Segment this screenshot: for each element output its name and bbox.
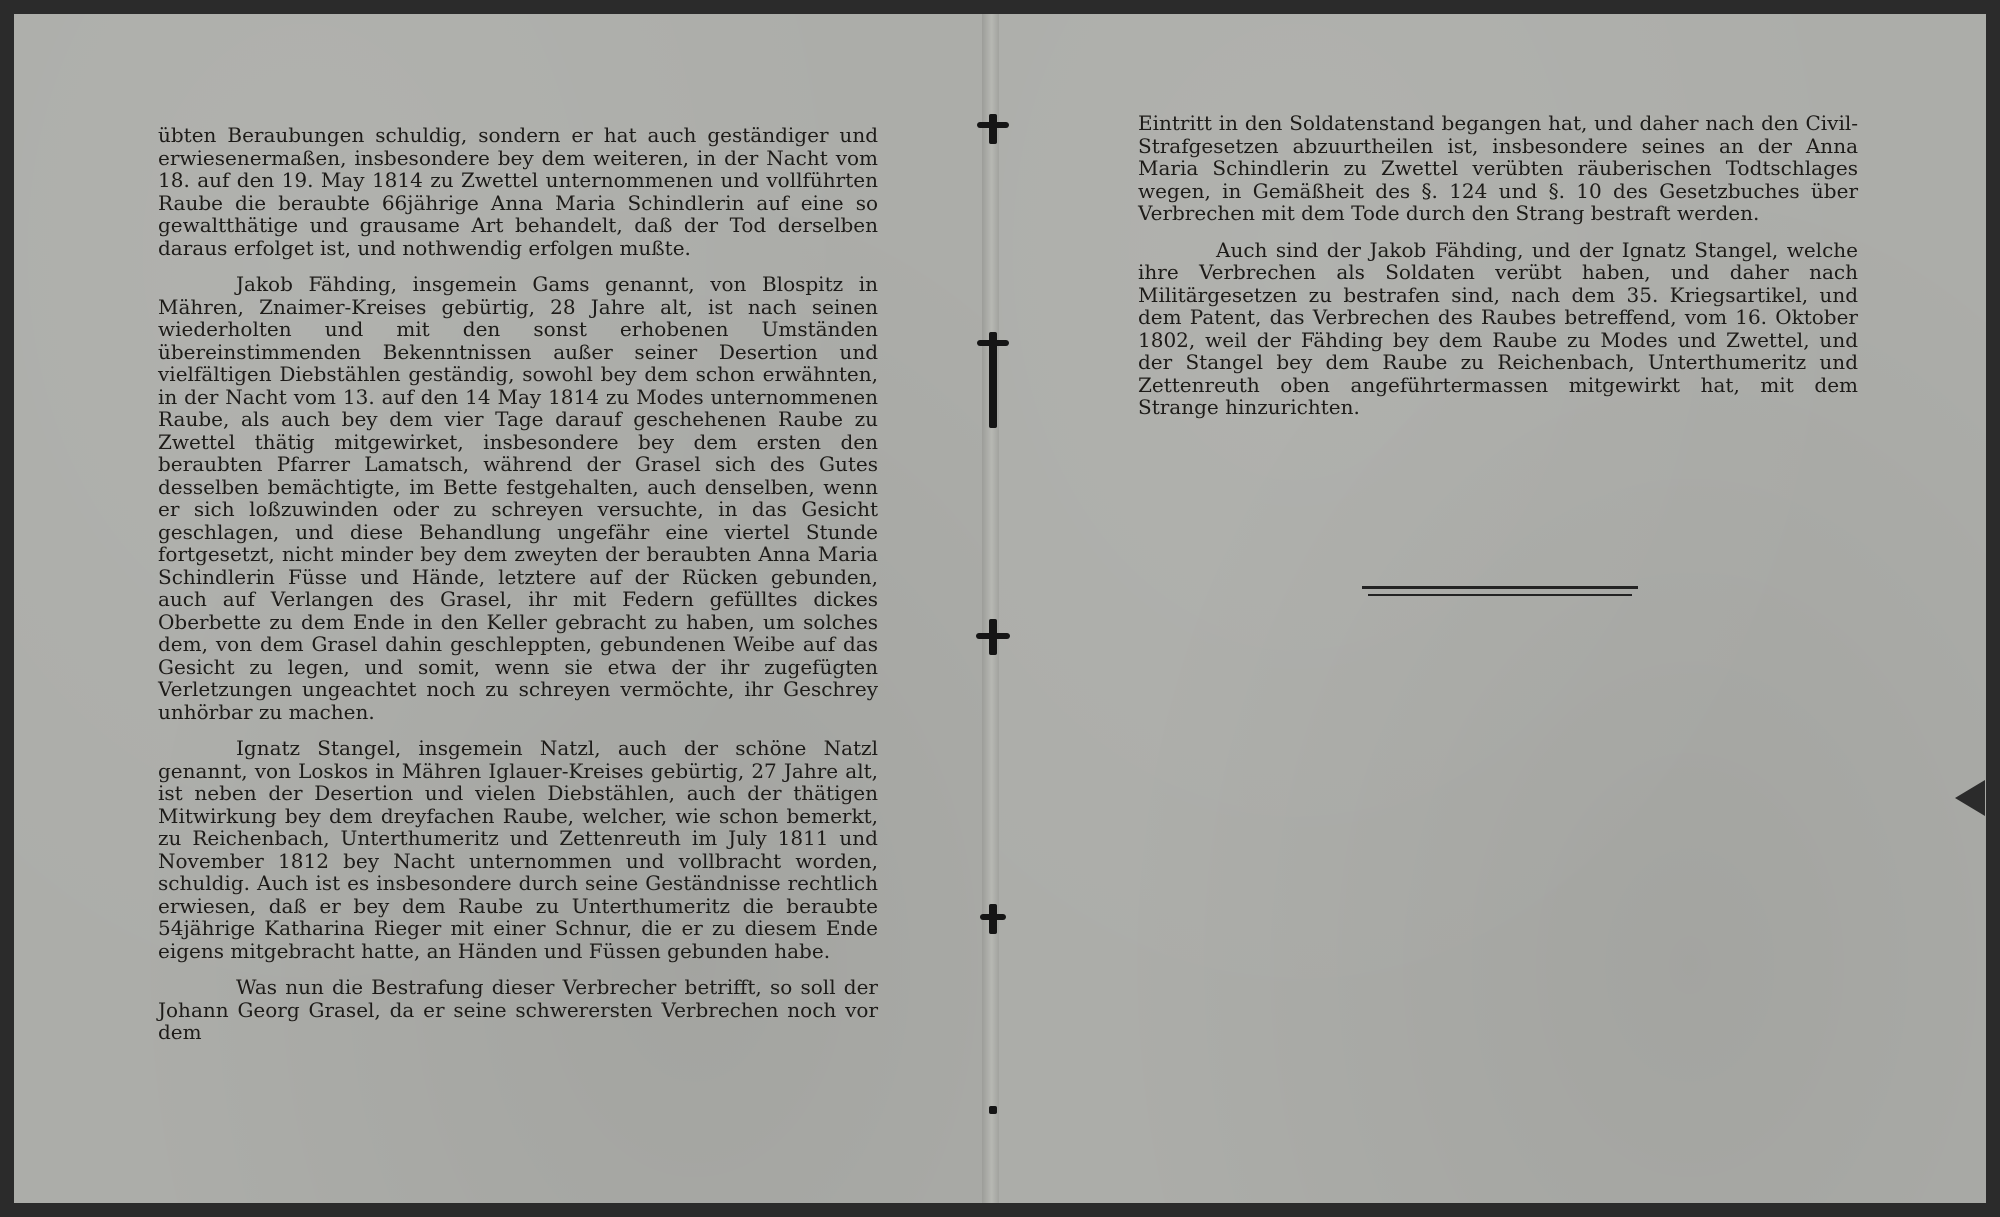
closing-rule	[1368, 594, 1632, 596]
binding-stitch	[989, 332, 997, 428]
paragraph: Was nun die Bestrafung dieser Verbrecher betrifft, so soll der Johann Georg Grasel, da er seine schwerersten Verbrechen noch vor dem	[158, 975, 878, 1044]
binding-stitch	[977, 340, 1009, 346]
closing-rule	[1362, 586, 1638, 589]
paragraph: Jakob Fähding, insgemein Gams genannt, von Blospitz in Mähren, Znaimer-Kreises gebürtig, 28 Jahre alt, ist nach seinen wiederholten und mit den sonst erhobenen Umständen übereinstimmenden Bekenntnissen außer seiner Desertion und vielfältigen Diebstählen geständig, sowohl bey dem schon erwähnten, in der Nacht vom 13. auf den 14 May 1814 zu Modes unternommenen Raube, als auch bey dem vier Tage darauf geschehenen Raube zu Zwettel thätig mitgewirket, insbesondere bey dem ersten den beraubten Pfarrer Lamatsch, während der Grasel sich des Gutes desselben bemächtigte, im Bette festgehalten, auch denselben, wenn er sich loßzuwinden oder zu schreyen versuchte, in das Gesicht geschlagen, und diese Behandlung ungefähr eine viertel Stunde fortgesetzt, nicht minder bey dem zweyten der beraubten Anna Maria Schindlerin Füsse und Hände, letztere auf der Rücken gebunden, auch auf Verlangen des Grasel, ihr mit Federn gefülltes dickes Oberbette zu dem Ende in den Keller gebracht zu haben, um solches dem, von dem Grasel dahin geschleppten, gebundenen Weibe auf das Gesicht zu legen, und somit, wenn sie etwa der ihr zugefügten Verletzungen ungeachtet noch zu schreyen vermöchte, ihr Geschrey unhörbar zu machen.	[158, 272, 878, 724]
binding-stitch	[980, 914, 1006, 920]
paragraph: übten Beraubungen schuldig, sondern er hat auch geständiger und erwiesenermaßen, insbesondere bey dem weiteren, in der Nacht vom 18. auf den 19. May 1814 zu Zwettel unternommenen und vollführten Raube die beraubte 66jährige Anna Maria Schindlerin auf eine so gewaltthätige und grausame Art behandelt, daß der Tod derselben daraus erfolget ist, und nothwendig erfolgen mußte.	[158, 123, 878, 260]
page-edge-notch	[1955, 780, 1985, 816]
document-scan	[14, 14, 1986, 1203]
binding-stitch	[976, 633, 1010, 639]
right-page-text	[1138, 112, 1858, 433]
paragraph: Auch sind der Jakob Fähding, und der Ignatz Stangel, welche ihre Verbrechen als Soldaten verübt haben, und daher nach Militärgesetzen zu bestrafen sind, nach dem 35. Kriegsartikel, und dem Patent, das Verbrechen des Raubes betreffend, vom 16. Oktober 1802, weil der Fähding bey dem Raube zu Modes und Zwettel, und der Stangel bey dem Raube zu Reichenbach, Unterthumeritz und Zettenreuth oben angeführtermassen mitgewirkt hat, mit dem Strange hinzurichten.	[1138, 237, 1858, 419]
binding-stitch	[989, 114, 997, 144]
binding-stitch	[977, 122, 1009, 128]
paragraph: Ignatz Stangel, insgemein Natzl, auch der schöne Natzl genannt, von Loskos in Mähren Iglauer-Kreises gebürtig, 27 Jahre alt, ist neben der Desertion und vielen Diebstählen, auch der thätigen Mitwirkung bey dem dreyfachen Raube, welcher, wie schon bemerkt, zu Reichenbach, Unterthumeritz und Zettenreuth im July 1811 und November 1812 bey Nacht unternommen und vollbracht worden, schuldig. Auch ist es insbesondere durch seine Geständnisse rechtlich erwiesen, daß er bey dem Raube zu Unterthumeritz die beraubte 54jährige Katharina Rieger mit einer Schnur, die er zu diesem Ende eigens mitgebracht hatte, an Händen und Füssen gebunden habe.	[158, 736, 878, 963]
paragraph: Eintritt in den Soldatenstand begangen hat, und daher nach den Civil-Strafgesetzen abzuurtheilen ist, insbesondere seines an der Anna Maria Schindlerin zu Zwettel verübten räuberischen Todtschlages wegen, in Gemäßheit des §. 124 und §. 10 des Gesetzbuches über Verbrechen mit dem Tode durch den Strang bestraft werden.	[1138, 111, 1858, 225]
binding-stitch	[989, 1106, 997, 1114]
left-page-text	[158, 124, 878, 1058]
